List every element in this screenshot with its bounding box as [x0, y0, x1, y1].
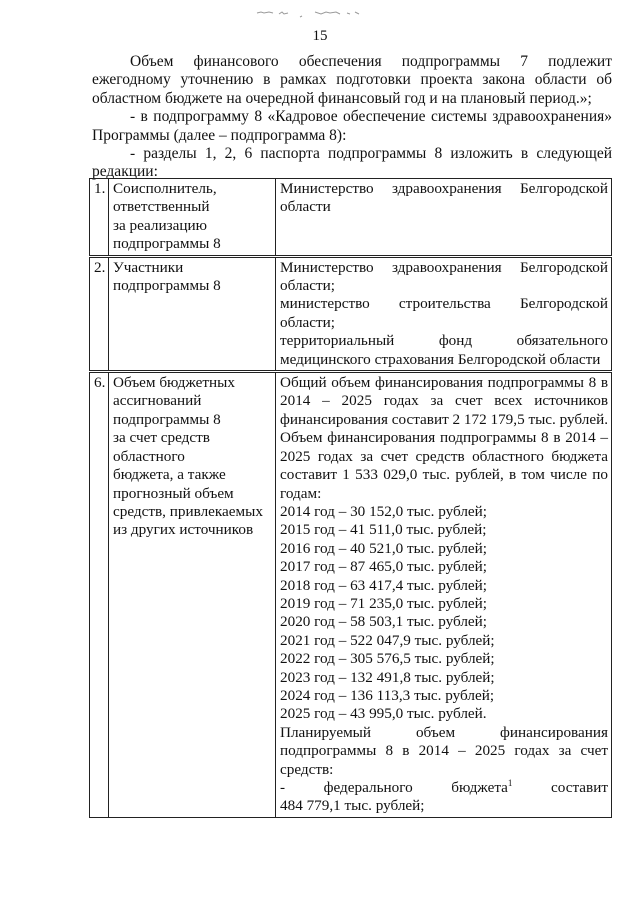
federal-budget-line — [280, 779, 608, 797]
intro-paragraph-2: - в подпрограмму 8 «Кадровое обеспечение системы здравоохранения» Программы (далее – подпрограмма 8): — [92, 108, 612, 144]
year-line: 2022 год – 305 576,5 тыс. рублей; — [280, 650, 495, 668]
row-value — [276, 372, 612, 818]
year-line: 2015 год – 41 511,0 тыс. рублей; — [280, 521, 487, 539]
scan-artifact — [255, 6, 365, 20]
participant-2: министерство строительства Белгородской области; — [280, 295, 608, 331]
row-number: 2. — [90, 256, 109, 371]
page-number: 15 — [312, 28, 328, 44]
row-value-text: Министерство здравоохранения Белгородской области — [280, 180, 608, 216]
year-line: 2024 год – 136 113,3 тыс. рублей; — [280, 686, 495, 704]
year-line: 2019 год – 71 235,0 тыс. рублей; — [280, 594, 488, 612]
year-line: 2020 год – 58 503,1 тыс. рублей; — [280, 613, 488, 631]
row-value — [276, 256, 612, 371]
year-line: 2017 год – 87 465,0 тыс. рублей; — [280, 558, 488, 576]
year-line: 2016 год – 40 521,0 тыс. рублей; — [280, 539, 488, 557]
row-label: Объем бюджетных ассигнований подпрограммы 8 за счет средств областного бюджета, а также прогнозный объем средств, привлекаемых из других источников — [109, 372, 276, 818]
year-line: 2014 год – 30 152,0 тыс. рублей; — [280, 502, 488, 520]
table-row — [90, 179, 612, 257]
federal-budget-amount: 484 779,1 тыс. рублей; — [280, 797, 425, 815]
regional-financing: Объем финансирования подпрограммы 8 в 2014 – 2025 годах за счет средств областного бюджета составит 1 533 029,0 тыс. рублей, в том числе по годам: — [280, 429, 608, 502]
intro-paragraph-3: - разделы 1, 2, 6 паспорта подпрограммы 8 изложить в следующей редакции: — [92, 145, 612, 181]
year-line: 2021 год – 522 047,9 тыс. рублей; — [280, 631, 495, 649]
federal-budget-verb: составит — [512, 779, 608, 796]
participant-1: Министерство здравоохранения Белгородской области; — [280, 258, 608, 295]
intro-text — [92, 53, 612, 182]
row-label: Соисполнитель, ответственный за реализацию подпрограммы 8 — [109, 179, 276, 257]
row-number: 6. — [90, 372, 109, 818]
table-row — [90, 372, 612, 818]
row-value — [276, 179, 612, 257]
federal-budget-label: - федерального бюджета — [280, 779, 508, 796]
participant-3: территориальный фонд обязательного медицинского страхования Белгородской области — [280, 332, 608, 368]
table-row — [90, 256, 612, 371]
intro-paragraph-1: Объем финансового обеспечения подпрограммы 7 подлежит ежегодному уточнению в рамках подготовки проекта закона области об областном бюджете на очередной финансовый год и на плановый период.»; — [92, 53, 612, 107]
total-financing: Общий объем финансирования подпрограммы 8 в 2014 – 2025 годах за счет всех источников финансирования составит 2 172 179,5 тыс. рублей. — [280, 374, 609, 428]
row-label: Участники подпрограммы 8 — [109, 256, 276, 371]
planned-financing: Планируемый объем финансирования подпрограммы 8 в 2014 – 2025 годах за счет средств: — [280, 723, 608, 778]
row-number: 1. — [90, 179, 109, 257]
footnote-marker: 1 — [507, 777, 513, 788]
year-line: 2018 год – 63 417,4 тыс. рублей; — [280, 576, 488, 594]
year-line: 2023 год – 132 491,8 тыс. рублей; — [280, 668, 495, 686]
passport-table — [89, 178, 612, 818]
year-line: 2025 год – 43 995,0 тыс. рублей. — [280, 705, 487, 723]
